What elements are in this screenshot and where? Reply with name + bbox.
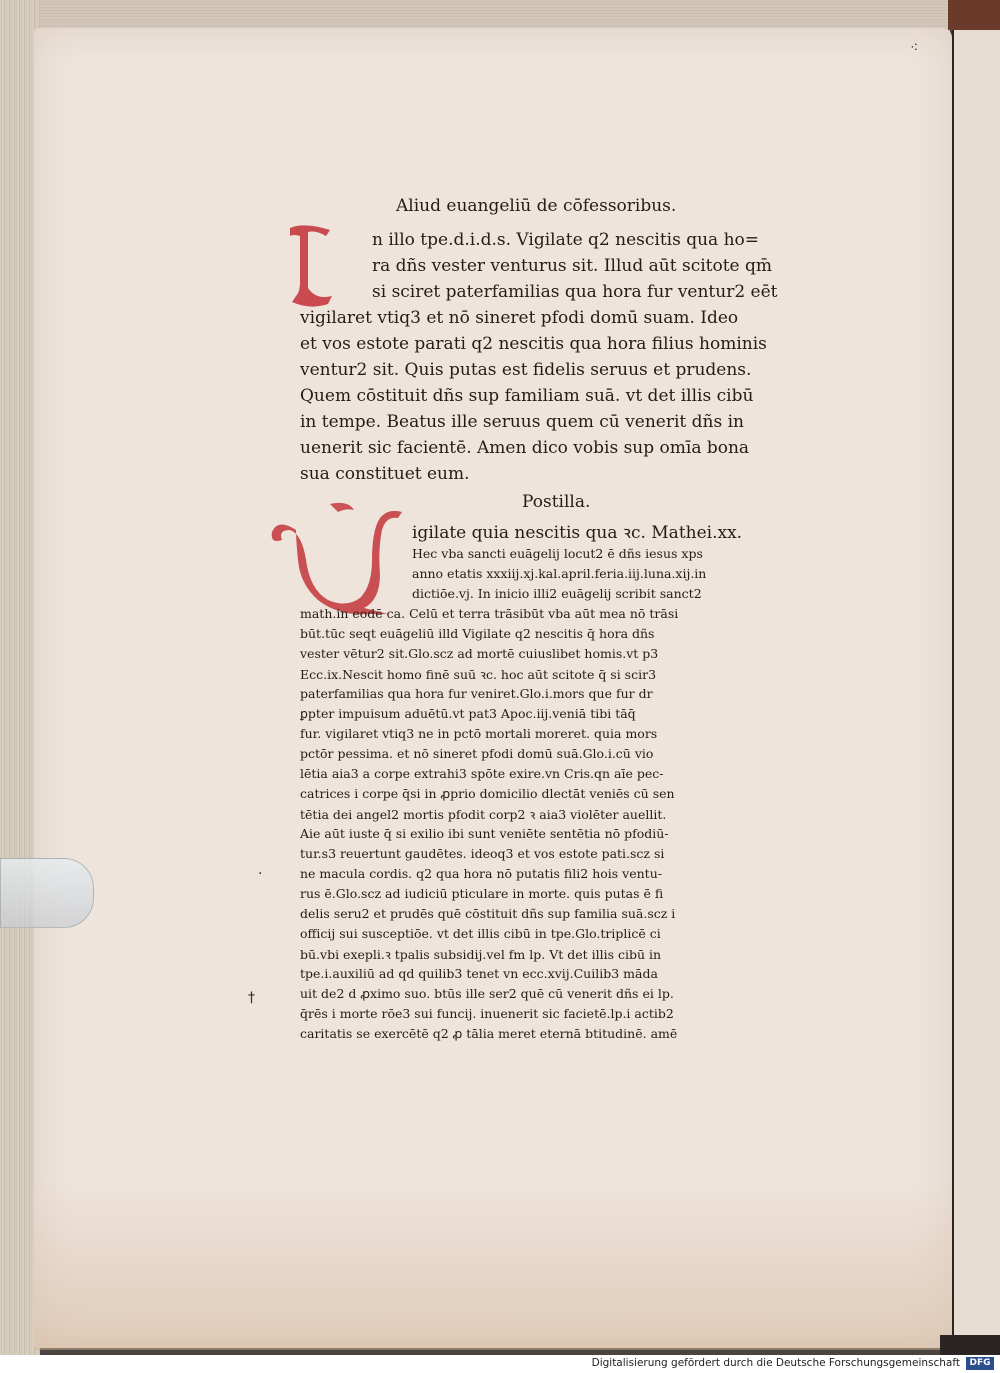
postilla-line: Aie aūt iuste q̄ si exilio ibi sunt veniēte sentētia nō pfodiū- xyxy=(300,826,669,841)
postilla-line: ne macula cordis. q2 qua hora nō putatis fili2 hois ventu- xyxy=(300,866,662,881)
footer-bar xyxy=(0,1355,1000,1373)
bottom-corner xyxy=(940,1335,1000,1355)
postilla-line: Hec vba sancti euāgelij locut2 ē dñs iesus xps xyxy=(412,546,703,561)
gospel-line: uenerit sic facientē. Amen dico vobis sup omīa bona xyxy=(300,438,750,458)
postilla-line: caritatis se exercētē q2 ꝓ tālia meret eternā btitudinē. amē xyxy=(300,1026,678,1041)
postilla-line: fur. vigilaret vtiq3 ne in pctō mortali moreret. quia mors xyxy=(300,726,658,741)
dfg-logo: DFG xyxy=(966,1357,994,1370)
gospel-line: et vos estote parati q2 nescitis qua hora filius hominis xyxy=(300,334,767,354)
postilla-line: math.in eodē ca. Celū et terra trāsibūt vba aūt mea nō trāsi xyxy=(300,606,679,621)
gospel-line: si sciret paterfamilias qua hora fur ventur2 eēt xyxy=(372,282,778,302)
gospel-line: in tempe. Beatus ille seruus quem cū venerit dñs in xyxy=(300,412,744,432)
postilla-line: catrices i corpe q̄si in ꝓprio domicilio dlectāt veniēs cū sen xyxy=(300,786,675,801)
postilla-first-line: igilate quia nescitis qua ꝛc. Mathei.xx. xyxy=(412,523,743,543)
gospel-line: Quem cōstituit dñs sup familiam suā. vt det illis cibū xyxy=(300,386,754,406)
postilla-line: uit de2 d ꝓximo suo. btūs ille ser2 quē cū venerit dñs ei lp. xyxy=(300,986,674,1001)
postilla-line: tur.s3 reuertunt gaudētes. ideoq3 et vos estote pati.scz si xyxy=(300,846,665,861)
postilla-line: vester vētur2 sit.Glo.scz ad mortē cuiuslibet homis.vt p3 xyxy=(300,646,659,661)
postilla-line: officij sui susceptiōe. vt det illis cibū in tpe.Glo.triplicē ci xyxy=(300,926,661,941)
gospel-heading: Aliud euangeliū de cōfessoribus. xyxy=(396,196,677,216)
postilla-title: Postilla. xyxy=(522,492,591,512)
postilla-line: tpe.i.auxiliū ad qd quilib3 tenet vn ecc.xvij.Cuilib3 māda xyxy=(300,966,658,981)
postilla-line: dictiōe.vj. In inicio illi2 euāgelij scribit sanct2 xyxy=(412,586,702,601)
postilla-line: pctōr pessima. et nō sineret pfodi domū suā.Glo.i.cū vio xyxy=(300,746,654,761)
postilla-line: rus ē.Glo.scz ad iudiciū pticulare in morte. quis putas ē fi xyxy=(300,886,664,901)
postilla-line: tētia dei angel2 mortis pfodit corp2 ꝛ aia3 violēter auellit. xyxy=(300,807,667,822)
margin-cross-mark: † xyxy=(248,990,255,1006)
gospel-line: sua constituet eum. xyxy=(300,464,470,484)
folio-mark: ⁖ xyxy=(910,40,919,56)
gospel-line: ventur2 sit. Quis putas est fidelis seruus et prudens. xyxy=(300,360,752,380)
binding-corner xyxy=(948,0,1000,30)
facing-page-edge xyxy=(952,30,1000,1355)
postilla-line: q̄rēs i morte rōe3 sui funcij. inuenerit sic facietē.lp.i actib2 xyxy=(300,1006,674,1021)
postilla-line: būt.tūc seqt euāgeliū illd Vigilate q2 nescitis q̄ hora dñs xyxy=(300,626,655,641)
postilla-line: paterfamilias qua hora fur veniret.Glo.i.mors que fur dr xyxy=(300,686,653,701)
page-clip xyxy=(0,858,94,928)
postilla-line: ꝑpter impuisum aduētū.vt pat3 Apoc.iij.veniā tibi tāq̄ xyxy=(300,706,636,721)
water-stain xyxy=(34,1180,952,1350)
postilla-line: delis seru2 et prudēs quē cōstituit dñs sup familia suā.scz i xyxy=(300,906,676,921)
rubric-initial-v xyxy=(268,500,408,615)
gospel-line: n illo tpe.d.i.d.s. Vigilate q2 nescitis qua ho= xyxy=(372,230,760,250)
postilla-line: Ecc.ix.Nescit homo finē suū ꝛc. hoc aūt scitote q̄ si scir3 xyxy=(300,667,657,682)
postilla-line: bū.vbi exepli.ꝛ tpalis subsidij.vel fm lp. Vt det illis cibū in xyxy=(300,947,662,962)
footer-credit: Digitalisierung gefördert durch die Deutsche Forschungsgemeinschaft xyxy=(591,1357,960,1369)
postilla-line: anno etatis xxxiij.xj.kal.april.feria.iij.luna.xij.in xyxy=(412,566,707,581)
gospel-line: vigilaret vtiq3 et nō sineret pfodi domū suam. Ideo xyxy=(300,308,739,328)
margin-dot-mark: · xyxy=(258,866,263,882)
postilla-line: lētia aia3 a corpe extrahi3 spōte exire.vn Cris.qn aīe pec- xyxy=(300,766,664,781)
gospel-line: ra dñs vester venturus sit. Illud aūt scitote qm̄ xyxy=(372,256,773,276)
rubric-initial-i xyxy=(286,222,346,308)
